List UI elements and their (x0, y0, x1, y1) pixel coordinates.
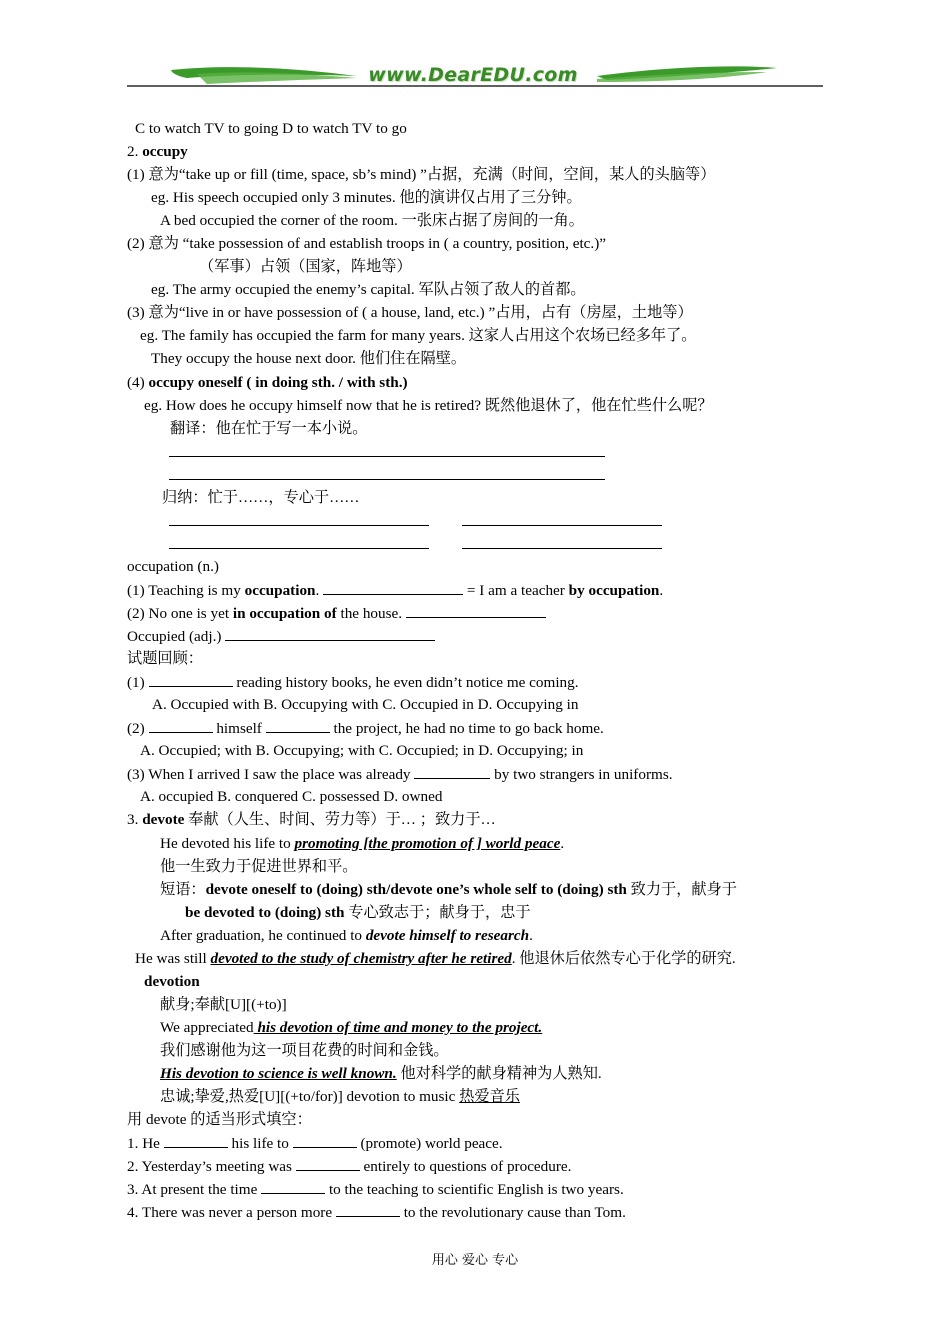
answer-blank[interactable] (266, 718, 330, 733)
text-span: 短语： (160, 881, 206, 898)
exercise-line (127, 1179, 624, 1199)
text-span: 他对科学的献身精神为人熟知. (396, 1065, 602, 1082)
site-logo-text[interactable]: www.DearEDU.com (368, 64, 578, 86)
text-span: Occupied (adj.) (127, 628, 226, 645)
text-line (185, 903, 531, 923)
text-line (127, 373, 408, 393)
text-span: himself (212, 720, 266, 737)
text-span: 1. He (127, 1135, 164, 1152)
text-span: 忠诚;挚爱,热爱[U][(+to/for)] devotion to music (160, 1088, 460, 1105)
bold-phrase: devote oneself to (doing) sth/devote one’s whole self to (doing) sth (205, 881, 627, 898)
bold-word: occupation (244, 582, 316, 599)
text-line: 翻译：他在忙于写一本小说。 (170, 420, 368, 437)
answer-blank-line[interactable] (169, 442, 605, 462)
text-line: A bed occupied the corner of the room. 一张床占据了房间的一角。 (160, 212, 584, 229)
text-line: 用 devote 的适当形式填空： (127, 1111, 312, 1128)
answer-blank-line[interactable] (169, 465, 605, 485)
text-span: 专心致志于；献身于，忠于 (344, 904, 531, 921)
bold-phrase: be devoted to (doing) sth (185, 904, 345, 921)
text-span: to the revolutionary cause than Tom. (399, 1204, 626, 1221)
exercise-line (127, 1133, 503, 1153)
text-span: . (560, 835, 565, 852)
text-span: . (529, 927, 533, 944)
text-line: eg. His speech occupied only 3 minutes. 他的演讲仅占用了三分钟。 (151, 189, 582, 206)
text-span: the project, he had no time to go back home. (329, 720, 604, 737)
text-span: 致力于，献身于 (626, 881, 737, 898)
text-line: C to watch TV to going D to watch TV to go (135, 120, 407, 137)
section-number: 3. (127, 811, 143, 828)
section-word: devote (142, 811, 185, 828)
text-span: the house. (336, 605, 406, 622)
emphasis-phrase: His devotion to science is well known. (160, 1065, 397, 1082)
text-line: （军事）占领（国家，阵地等） (199, 258, 412, 275)
emphasis-phrase: his devotion of time and money to the project. (253, 1019, 543, 1036)
answer-blank-row[interactable] (169, 511, 662, 531)
text-span: (1) (127, 674, 149, 691)
text-line (160, 880, 737, 900)
question-line (127, 764, 673, 784)
text-line: occupation (n.) (127, 558, 219, 575)
text-line (127, 603, 546, 623)
text-span: reading history books, he even didn’t notice me coming. (232, 674, 579, 691)
question-line (127, 672, 579, 692)
answer-blank[interactable] (149, 718, 213, 733)
emphasis-phrase: devoted to the study of chemistry after he retired (210, 950, 512, 967)
text-span: his life to (227, 1135, 293, 1152)
options-line: A. Occupied; with B. Occupying; with C. Occupied; in D. Occupying; in (140, 742, 584, 759)
text-line: (1) 意为“take up or fill (time, space, sb’s mind) ”占据，充满（时间，空间，某人的头脑等） (127, 166, 716, 183)
answer-blank[interactable] (261, 1179, 325, 1194)
text-line: 试题回顾： (127, 650, 203, 667)
page-footer: 用心 爱心 专心 (431, 1253, 519, 1268)
answer-blank[interactable] (336, 1202, 400, 1217)
text-span: After graduation, he continued to (160, 927, 366, 944)
text-line (160, 834, 564, 854)
text-span: (3) When I arrived I saw the place was already (127, 766, 415, 783)
text-line (160, 1064, 602, 1084)
text-line (160, 1018, 542, 1038)
bold-phrase: by occupation (568, 582, 660, 599)
text-span: entirely to questions of procedure. (359, 1158, 572, 1175)
item-number: (4) (127, 374, 149, 391)
text-line: 献身;奉献[U][(+to)] (160, 996, 287, 1013)
text-line (127, 626, 435, 646)
text-span: We appreciated (160, 1019, 254, 1036)
text-line: 我们感谢他为这一项目花费的时间和金钱。 (160, 1042, 449, 1059)
answer-blank[interactable] (296, 1156, 360, 1171)
question-line (127, 718, 604, 738)
text-span: . (315, 582, 324, 599)
text-span: to the teaching to scientific English is two years. (325, 1181, 624, 1198)
text-line: (2) 意为 “take possession of and establish troops in ( a country, position, etc.)” (127, 235, 607, 252)
text-span: 2. Yesterday’s meeting was (127, 1158, 296, 1175)
exercise-line (127, 1202, 626, 1222)
section-word: occupy (142, 143, 188, 160)
text-span: (1) Teaching is my (127, 582, 245, 599)
text-line (127, 580, 663, 600)
options-line: A. occupied B. conquered C. possessed D. owned (140, 788, 443, 805)
section-number: 2. (127, 143, 143, 160)
text-line: eg. How does he occupy himself now that he is retired? 既然他退休了，他在忙些什么呢？ (144, 397, 713, 414)
emphasis-phrase: promoting [the promotion of ] world peace (294, 835, 561, 852)
underlined-phrase: 热爱音乐 (459, 1088, 520, 1105)
text-span: (promote) world peace. (356, 1135, 503, 1152)
text-line: 他一生致力于促进世界和平。 (160, 858, 358, 875)
answer-blank[interactable] (293, 1133, 357, 1148)
site-header (127, 62, 823, 92)
text-span: by two strangers in uniforms. (490, 766, 673, 783)
answer-blank[interactable] (406, 603, 546, 618)
section-heading-devote (127, 810, 496, 830)
text-span: (2) No one is yet (127, 605, 233, 622)
text-span: 奉献（人生、时间、劳力等）于… ；致力于… (184, 811, 496, 828)
answer-blank[interactable] (323, 580, 463, 595)
options-line: A. Occupied with B. Occupying with C. Occupied in D. Occupying in (152, 696, 579, 713)
exercise-line (127, 1156, 571, 1176)
answer-blank[interactable] (414, 764, 490, 779)
answer-blank[interactable] (164, 1133, 228, 1148)
text-line: eg. The army occupied the enemy’s capital. 军队占领了敌人的首都。 (151, 281, 586, 298)
bold-phrase: occupy oneself ( in doing sth. / with sth.) (148, 374, 408, 391)
text-line: (3) 意为“live in or have possession of ( a house, land, etc.) ”占用，占有（房屋，土地等） (127, 304, 693, 321)
answer-blank[interactable] (149, 672, 233, 687)
emphasis-phrase: devote himself to research (365, 927, 530, 944)
text-line: They occupy the house next door. 他们住在隔壁。 (151, 350, 467, 367)
text-span: . (659, 582, 664, 599)
text-span: He was still (135, 950, 211, 967)
answer-blank[interactable] (225, 626, 435, 641)
answer-blank-row[interactable] (169, 534, 662, 554)
bold-phrase: in occupation of (232, 605, 337, 622)
text-line: 归纳：忙于……，专心于…… (162, 489, 360, 506)
text-line (160, 926, 533, 946)
text-span: 4. There was never a person more (127, 1204, 336, 1221)
text-line: eg. The family has occupied the farm for many years. 这家人占用这个农场已经多年了。 (140, 327, 697, 344)
text-span: . 他退休后依然专心于化学的研究. (511, 950, 736, 967)
section-heading-occupy (127, 142, 188, 162)
text-span: 3. At present the time (127, 1181, 262, 1198)
text-span: (2) (127, 720, 149, 737)
text-span: = I am a teacher (463, 582, 569, 599)
text-span: He devoted his life to (160, 835, 295, 852)
subheading-devotion: devotion (144, 973, 200, 990)
text-line (160, 1087, 520, 1107)
text-line (135, 949, 736, 969)
